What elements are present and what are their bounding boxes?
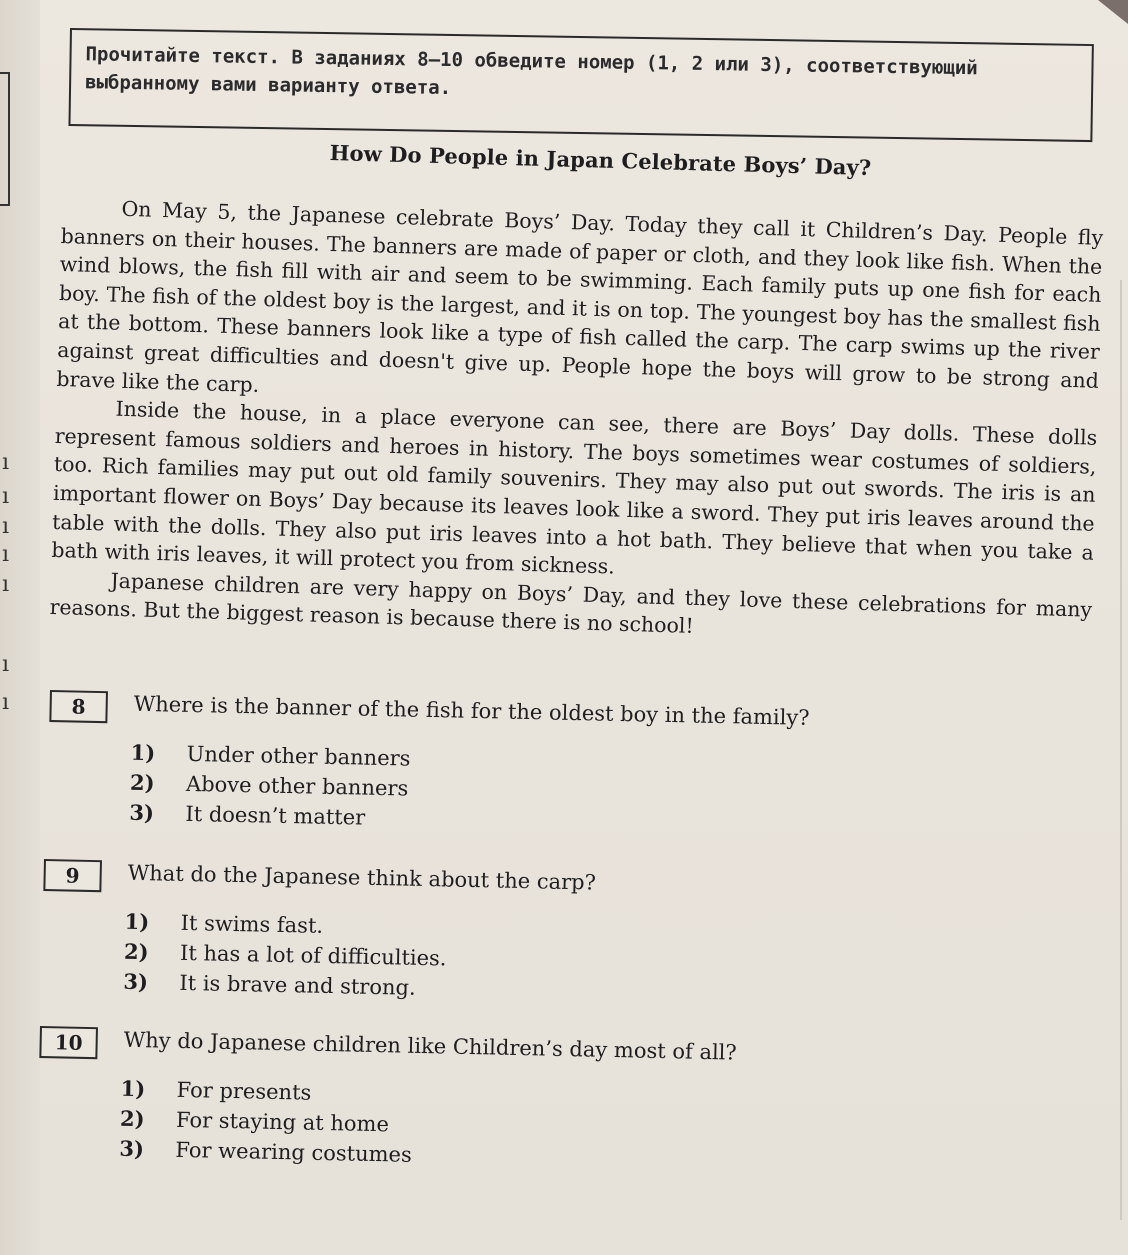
adjacent-page-fragment: ı	[2, 514, 10, 539]
question-number-box: 9	[43, 859, 102, 892]
option-number: 2)	[129, 769, 155, 796]
answer-options	[129, 738, 411, 834]
answer-option[interactable]	[123, 967, 446, 1004]
instruction-box	[68, 28, 1093, 142]
option-text: Above other banners	[185, 771, 409, 801]
option-text: Under other banners	[186, 741, 411, 771]
text-title: How Do People in Japan Celebrate Boys’ Day?	[329, 140, 872, 181]
question-text: Where is the banner of the fish for the oldest boy in the family?	[133, 691, 810, 730]
question-number-box: 8	[49, 690, 108, 723]
adjacent-page-fragment: ı	[2, 652, 10, 677]
answer-options	[123, 907, 447, 1004]
option-number: 3)	[123, 968, 149, 995]
option-number: 1)	[120, 1075, 146, 1102]
option-text: It has a lot of difficulties.	[179, 940, 447, 971]
option-number: 2)	[123, 938, 149, 965]
question-text: What do the Japanese think about the carp?	[127, 860, 597, 895]
question-text: Why do Japanese children like Children’s day most of all?	[123, 1027, 737, 1065]
background-corner	[1098, 0, 1128, 24]
instruction-text: Прочитайте текст. В заданиях 8–10 обведите номер (1, 2 или 3), соответствующий выбранному вами варианту ответа.	[84, 43, 978, 99]
option-text: It is brave and strong.	[179, 970, 416, 1000]
page-edge-line	[1120, 280, 1122, 1220]
answer-options	[119, 1074, 413, 1170]
paragraph-2: Inside the house, in a place everyone can see, there are Boys’ Day dolls. These dolls represent famous soldiers and heroes in history. The boys sometimes wear costumes of soldiers, too. Rich families may put out old family souvenirs. They may also put out swords. The iris is an important flower on Boys’ Day because its leaves look like a sword. They put iris leaves around the table with the dolls. They also put iris leaves into a hot bath. They believe that when you take a bath with iris leaves, it will protect you from sickness.	[51, 396, 1098, 579]
option-number: 1)	[130, 739, 156, 766]
option-text: For presents	[176, 1077, 312, 1105]
option-text: For wearing costumes	[175, 1137, 413, 1167]
option-number: 1)	[124, 908, 150, 935]
adjacent-page-fragment: ı	[2, 690, 10, 715]
answer-option[interactable]	[119, 1134, 412, 1170]
adjacent-page-fragment: ı	[2, 572, 10, 597]
answer-option[interactable]	[129, 798, 409, 834]
adjacent-page-box	[0, 72, 10, 206]
paragraph-1: On May 5, the Japanese celebrate Boys’ Day. Today they call it Children’s Day. People fly banners on their houses. The banners are made of paper or cloth, and they look like fish. When the wind blows, the fish fill with air and seem to be swimming. Each family puts up one fish for each boy. The fish of the oldest boy is the largest, and it is on top. The youngest boy has the smallest fish at the bottom. These banners look like a type of fish called the carp. The carp swims up the river against great difficulties and doesn't give up. People hope the boys will grow to be strong and brave like the carp.	[56, 196, 1104, 397]
option-text: It doesn’t matter	[185, 801, 366, 830]
option-number: 3)	[119, 1135, 145, 1162]
option-text: It swims fast.	[180, 910, 324, 938]
option-text: For staying at home	[175, 1107, 390, 1137]
reading-passage	[49, 193, 1103, 653]
option-number: 2)	[119, 1105, 145, 1132]
paragraph-3: Japanese children are very happy on Boys’ Day, and they love these celebrations for many reasons. But the biggest reason is because there is no school!	[49, 568, 1093, 639]
adjacent-page-fragment: ı	[2, 542, 10, 567]
adjacent-page-fragment: ı	[2, 450, 10, 475]
option-number: 3)	[129, 799, 155, 826]
adjacent-page-fragment: ı	[2, 484, 10, 509]
adjacent-page-edge	[0, 0, 40, 1255]
question-number-box: 10	[39, 1026, 98, 1059]
